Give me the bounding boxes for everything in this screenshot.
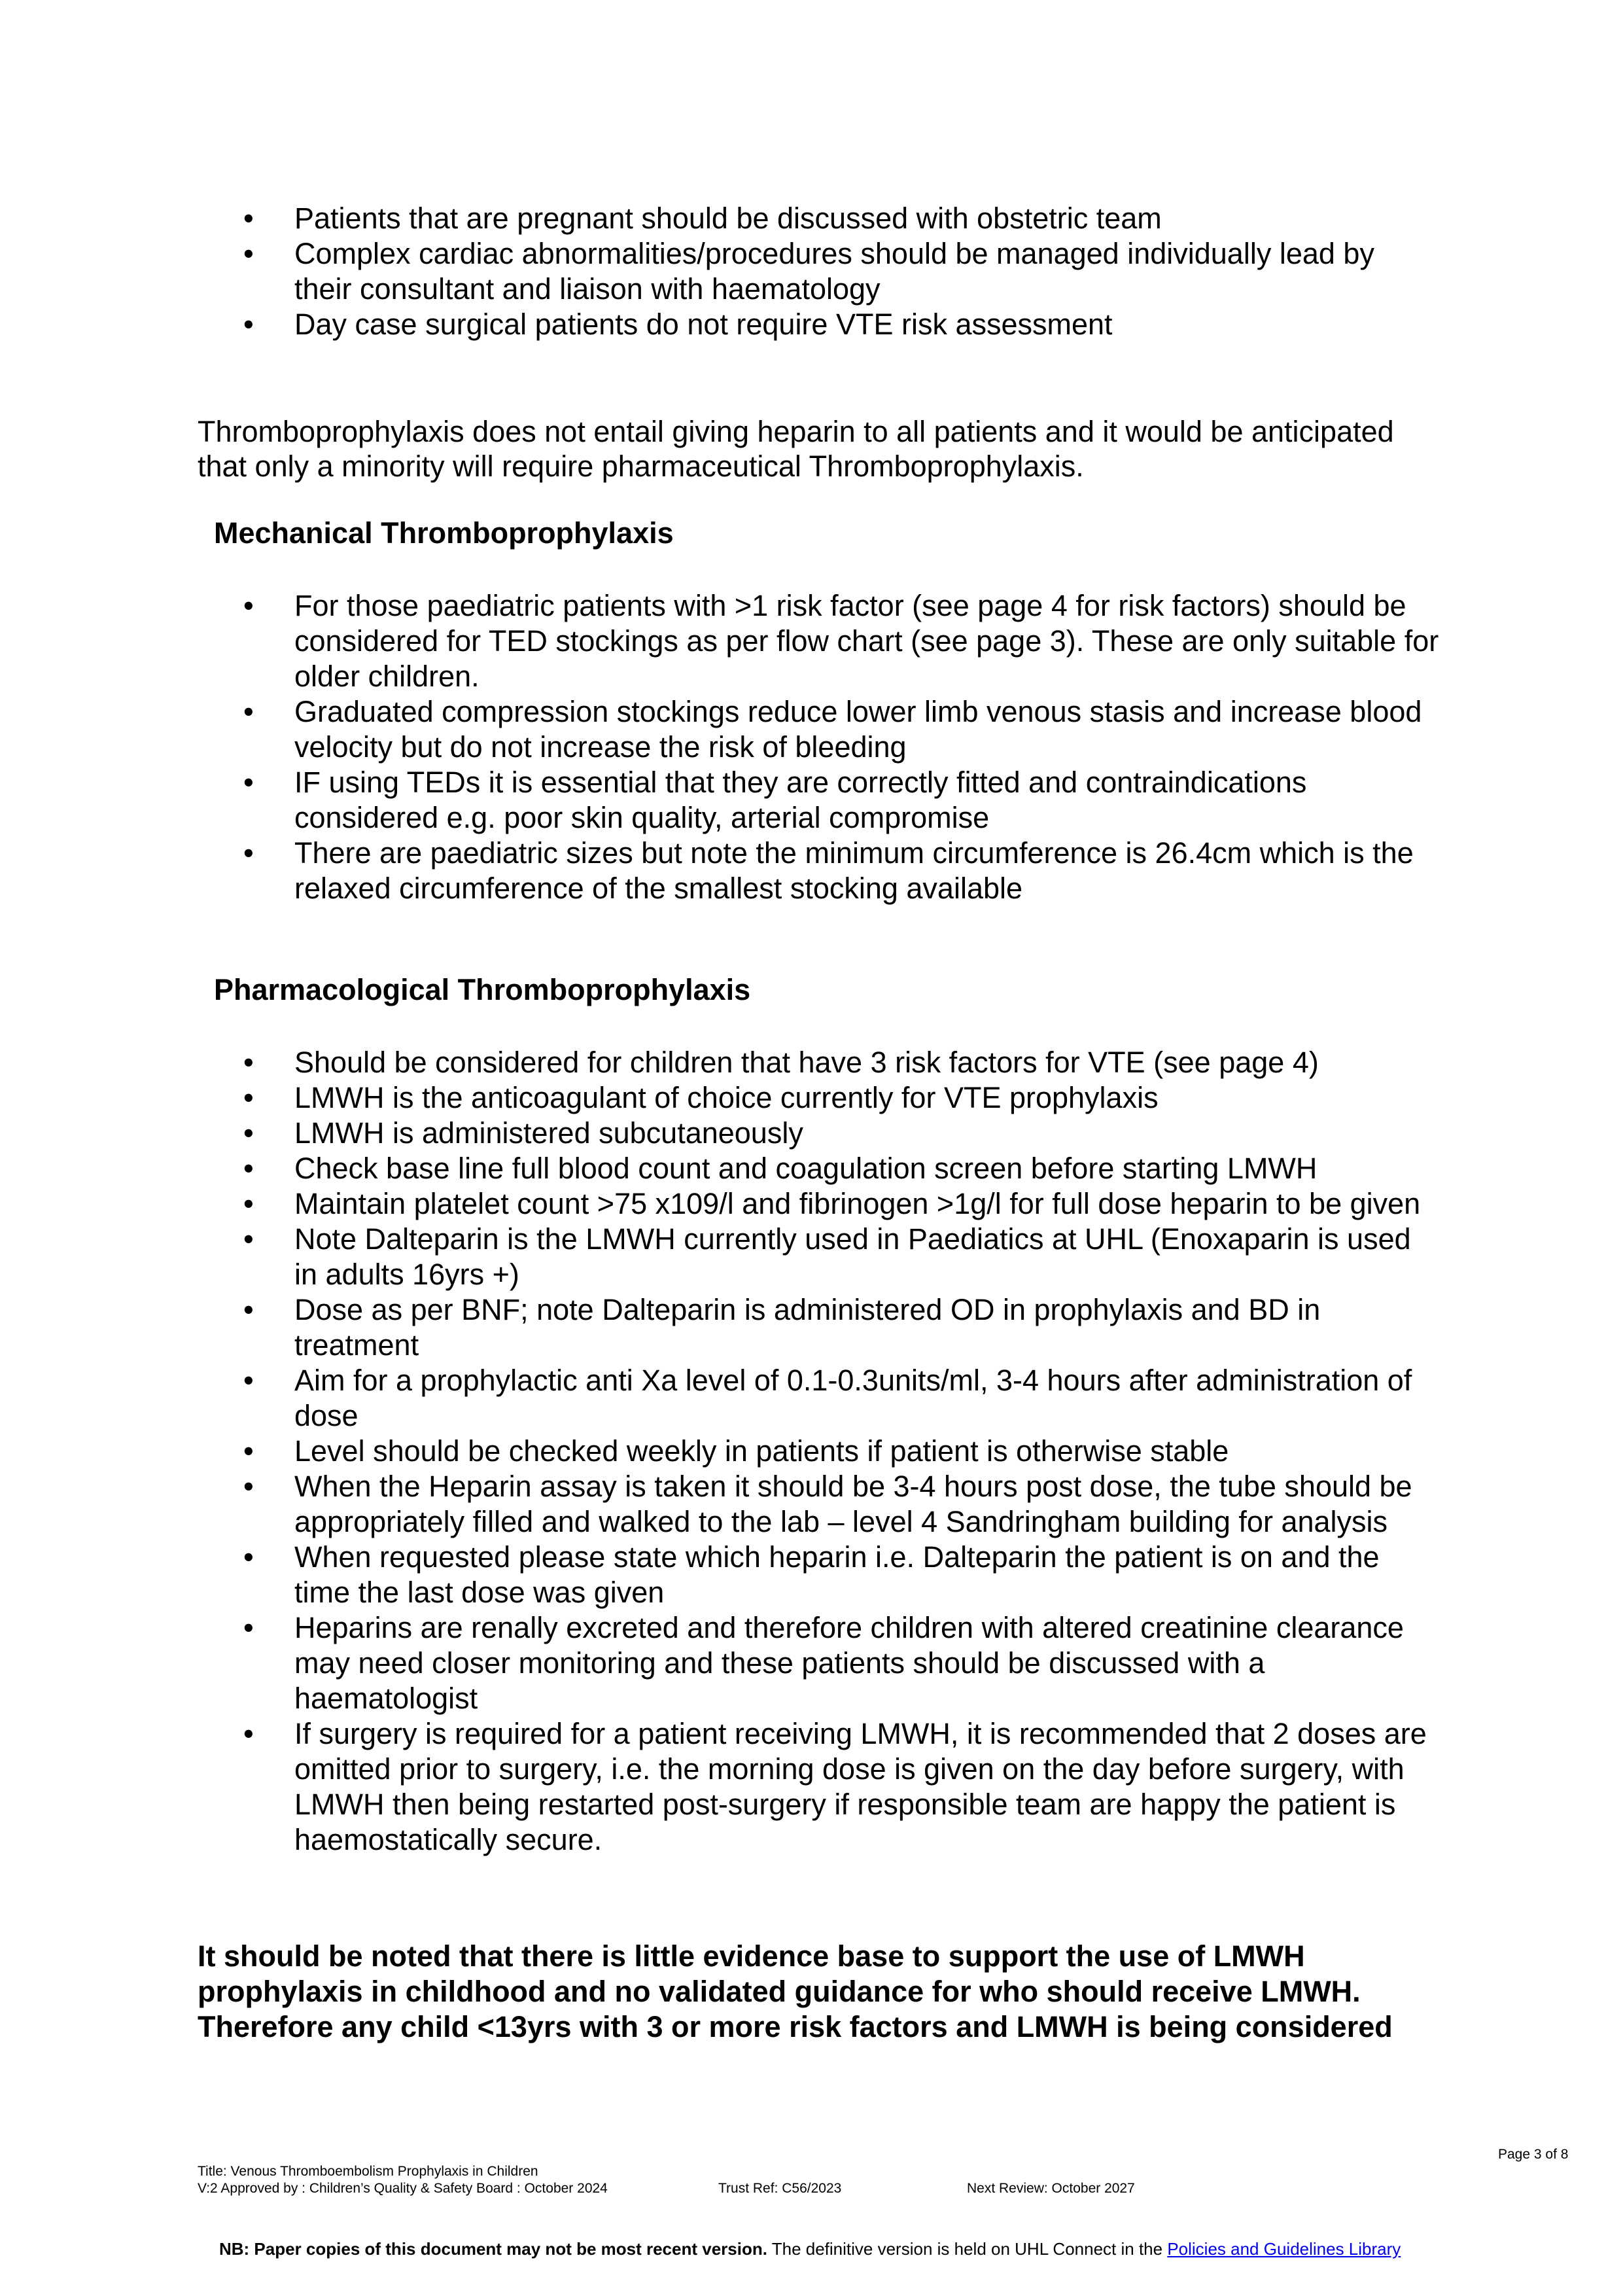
list-item: • When requested please state which heparin i.e. Dalteparin the patient is on and the time the last dose was given [243,1540,1380,1609]
disclaimer-bold: NB: Paper copies of this document may not be most recent version. [219,2239,767,2259]
bullet-icon: • [243,1611,254,1644]
footer-approved: V:2 Approved by : Children’s Quality & Safety Board : October 2024 [198,2181,608,2196]
bullet-icon: • [243,1470,254,1503]
list-item: • If surgery is required for a patient receiving LMWH, it is recommended that 2 doses are omitted prior to surgery, i.e. the morning dose is given on the day before surgery, with LMWH then being restarted post-surgery if responsible team are happy the patient is haemostatically secure. [243,1717,1427,1856]
list-item: • Graduated compression stockings reduce lower limb venous stasis and increase blood velocity but do not increase the risk of bleeding [243,695,1422,764]
list-item: • Dose as per BNF; note Dalteparin is administered OD in prophylaxis and BD in treatment [243,1293,1321,1362]
footer-trust-ref: Trust Ref: C56/2023 [718,2181,842,2196]
disclaimer-text: The definitive version is held on UHL Connect in the [767,2239,1168,2259]
list-item: • Heparins are renally excreted and therefore children with altered creatinine clearance may need closer monitoring and these patients should be discussed with a haematologist [243,1611,1404,1715]
bullet-icon: • [243,1293,254,1326]
footer-next-review: Next Review: October 2027 [967,2181,1135,2196]
intro-bullet-list [196,201,1439,342]
policies-library-link[interactable]: Policies and Guidelines Library [1167,2239,1401,2259]
bullet-icon: • [243,202,254,235]
mechanical-heading: Mechanical Thromboprophylaxis [214,516,674,550]
pharmacological-bullet-list [196,1045,1439,1858]
closing-statement: It should be noted that there is little evidence base to support the use of LMWH prophylaxis in childhood and no validated guidance for who should receive LMWH. Therefore any child <13yrs with 3 or more risk factors and LMWH is being considered [198,1939,1393,2043]
list-item: • For those paediatric patients with >1 risk factor (see page 4 for risk factors) should be considered for TED stockings as per flow chart (see page 3). These are only suitable for older children. [243,589,1439,693]
bullet-icon: • [243,308,254,341]
thromboprophylaxis-paragraph: Thromboprophylaxis does not entail giving heparin to all patients and it would be anticipated that only a minority will require pharmaceutical Thromboprophylaxis. [198,415,1394,483]
page-number: Page 3 of 8 [1498,2147,1569,2162]
bullet-icon: • [243,1540,254,1574]
list-item: • When the Heparin assay is taken it should be 3-4 hours post dose, the tube should be appropriately filled and walked to the lab – level 4 Sandringham building for analysis [243,1470,1412,1538]
bullet-icon: • [243,1434,254,1468]
list-item: • Level should be checked weekly in patients if patient is otherwise stable [243,1434,1229,1468]
bullet-icon: • [243,1717,254,1750]
list-item: • There are paediatric sizes but note the minimum circumference is 26.4cm which is the relaxed circumference of the smallest stocking available [243,836,1414,905]
footer-title: Title: Venous Thromboembolism Prophylaxis in Children [198,2164,538,2179]
list-item: • Note Dalteparin is the LMWH currently used in Paediatics at UHL (Enoxaparin is used in adults 16yrs +) [243,1222,1411,1291]
list-item: • IF using TEDs it is essential that they are correctly fitted and contraindications considered e.g. poor skin quality, arterial compromise [243,766,1307,834]
list-item: • Maintain platelet count >75 x109/l and fibrinogen >1g/l for full dose heparin to be given [243,1187,1421,1220]
mechanical-bullet-list [196,588,1439,906]
list-item: • Patients that are pregnant should be discussed with obstetric team [243,202,1162,235]
bullet-icon: • [243,1046,254,1079]
bullet-icon: • [243,1152,254,1185]
bullet-icon: • [243,1116,254,1150]
bullet-icon: • [243,237,254,270]
list-item: • Complex cardiac abnormalities/procedures should be managed individually lead by their consultant and liaison with haematology [243,237,1374,306]
bullet-icon: • [243,695,254,728]
bullet-icon: • [243,766,254,799]
bullet-icon: • [243,1364,254,1397]
list-item: • Check base line full blood count and coagulation screen before starting LMWH [243,1152,1318,1185]
list-item: • LMWH is administered subcutaneously [243,1116,803,1150]
bullet-icon: • [243,1081,254,1114]
list-item: • Day case surgical patients do not require VTE risk assessment [243,308,1113,341]
list-item: • Aim for a prophylactic anti Xa level of 0.1-0.3units/ml, 3-4 hours after administration of dose [243,1364,1412,1432]
list-item: • LMWH is the anticoagulant of choice currently for VTE prophylaxis [243,1081,1159,1114]
list-item: • Should be considered for children that have 3 risk factors for VTE (see page 4) [243,1046,1319,1079]
bullet-icon: • [243,1222,254,1256]
bullet-icon: • [243,589,254,622]
pharmacological-heading: Pharmacological Thromboprophylaxis [214,973,751,1006]
bullet-icon: • [243,836,254,870]
bullet-icon: • [243,1187,254,1220]
footer-disclaimer [219,2239,1401,2259]
